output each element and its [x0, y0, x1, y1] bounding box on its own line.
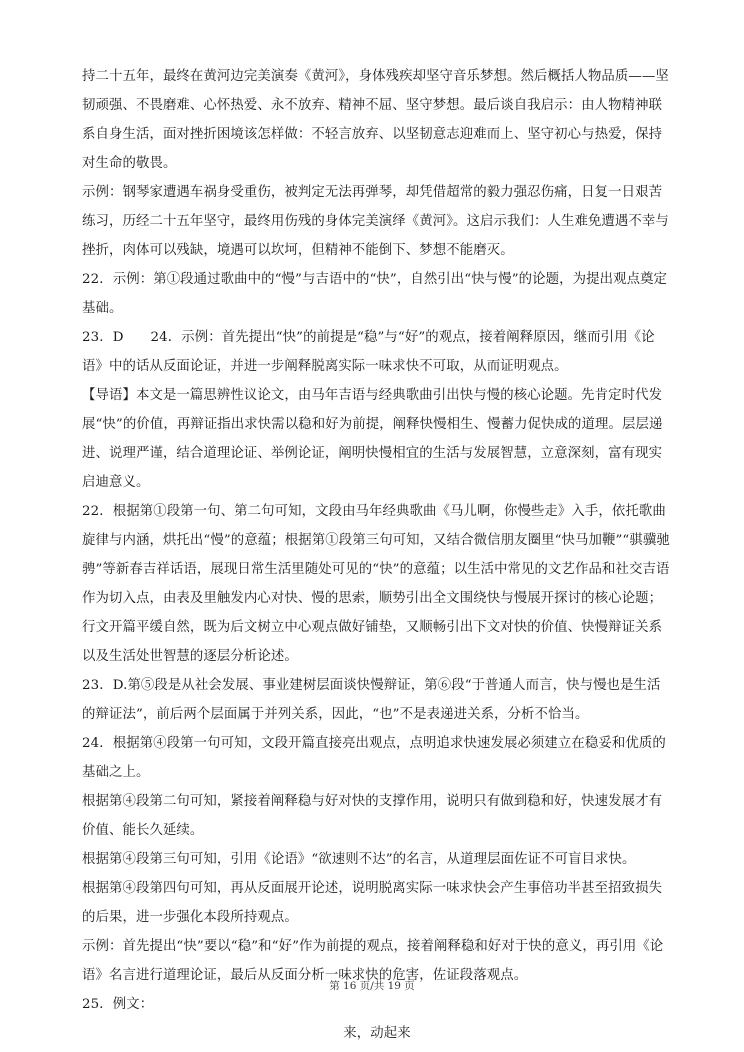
paragraph: 根据第④段第二句可知，紧接着阐释稳与好对快的支撑作用，说明只有做到稳和好，快速发展才有价值、能长久延续。: [82, 794, 663, 838]
page-number-footer: 第 16 页/共 19 页: [329, 980, 415, 992]
paragraph: 根据第④段第三句可知，引用《论语》“欲速则不达”的名言，从道理层面佐证不可盲目求快。: [82, 852, 636, 867]
paragraph: 22．根据第①段第一句、第二句可知，文段由马年经典歌曲《马儿啊，你慢些走》入手，依托歌曲旋律与内涵，烘托出“慢”的意蕴；根据第①段第三句可知，又结合微信朋友圈里“快马加鞭”“骐骥驰骋”等新春吉祥话语，展现日常生活里随处可见的“快”的意蕴；以生活中常见的文艺作品和社交吉语作为切入点，由表及里触发内心对快、慢的思索，顺势引出全文围绕快与慢展开探讨的核心论题；行文开篇平缓自然，既为后文树立中心观点做好铺垫，又顺畅引出下文对快的价值、快慢辩证关系以及生活处世智慧的逐层分析论述。: [82, 504, 670, 664]
paragraph: 持二十五年，最终在黄河边完美演奏《黄河》，身体残疾却坚守音乐梦想。然后概括人物品质——坚韧顽强、不畏磨难、心怀热爱、永不放弃、精神不屈、坚守梦想。最后谈自我启示：由人物精神联系自身生活，面对挫折困境该怎样做：不轻言放弃、以坚韧意志迎难而上、坚守初心与热爱，保持对生命的敬畏。: [82, 69, 669, 171]
paragraph: 22．示例：第①段通过歌曲中的“慢”与吉语中的“快”，自然引出“快与慢”的论题，为提出观点奠定基础。: [82, 272, 668, 316]
document-body: [82, 62, 672, 1048]
paragraph: 24．根据第④段第一句可知，文段开篇直接亮出观点，点明追求快速发展必须建立在稳妥和优质的基础之上。: [82, 736, 666, 780]
paragraph: 【导语】本文是一篇思辨性议论文，由马年吉语与经典歌曲引出快与慢的核心论题。先肯定时代发展“快”的价值，再辩证指出求快需以稳和好为前提，阐释快慢相生、慢蓄力促快成的道理。层层递进、说理严谨，结合道理论证、举例论证，阐明快慢相宜的生活与发展智慧，立意深刻，富有现实启迪意义。: [82, 388, 663, 490]
paragraph: 23．D 24．示例：首先提出“快”的前提是“稳”与“好”的观点，接着阐释原因，继而引用《论语》中的话从反面论证，并进一步阐释脱离实际一味求快不可取，从而证明观点。: [82, 330, 655, 374]
paragraph: 25．例文：: [82, 997, 154, 1012]
paragraph: 示例：首先提出“快”要以“稳”和“好”作为前提的观点，接着阐释稳和好对于快的意义，再引用《论语》名言进行道理论证，最后从反面分析一味求快的危害，佐证段落观点。: [82, 939, 664, 983]
paragraph: 示例：钢琴家遭遇车祸身受重伤，被判定无法再弹琴，却凭借超常的毅力强忍伤痛，日复一日艰苦练习，历经二十五年坚守，最终用伤残的身体完美演绎《黄河》。这启示我们：人生难免遭遇不幸与挫折，肉体可以残缺，境遇可以坎坷，但精神不能倒下、梦想不能磨灭。: [82, 185, 669, 258]
paragraph: 根据第④段第四句可知，再从反面展开论述，说明脱离实际一味求快会产生事倍功半甚至招致损失的后果，进一步强化本段所持观点。: [82, 881, 663, 925]
paragraph: 23．D.第⑤段是从社会发展、事业建树层面谈快慢辩证，第⑥段“于普通人而言，快与慢也是生活的辩证法”，前后两个层面属于并列关系，因此，“也”不是表递进关系，分析不恰当。: [82, 678, 661, 722]
essay-title: 来，动起来: [343, 1026, 411, 1041]
